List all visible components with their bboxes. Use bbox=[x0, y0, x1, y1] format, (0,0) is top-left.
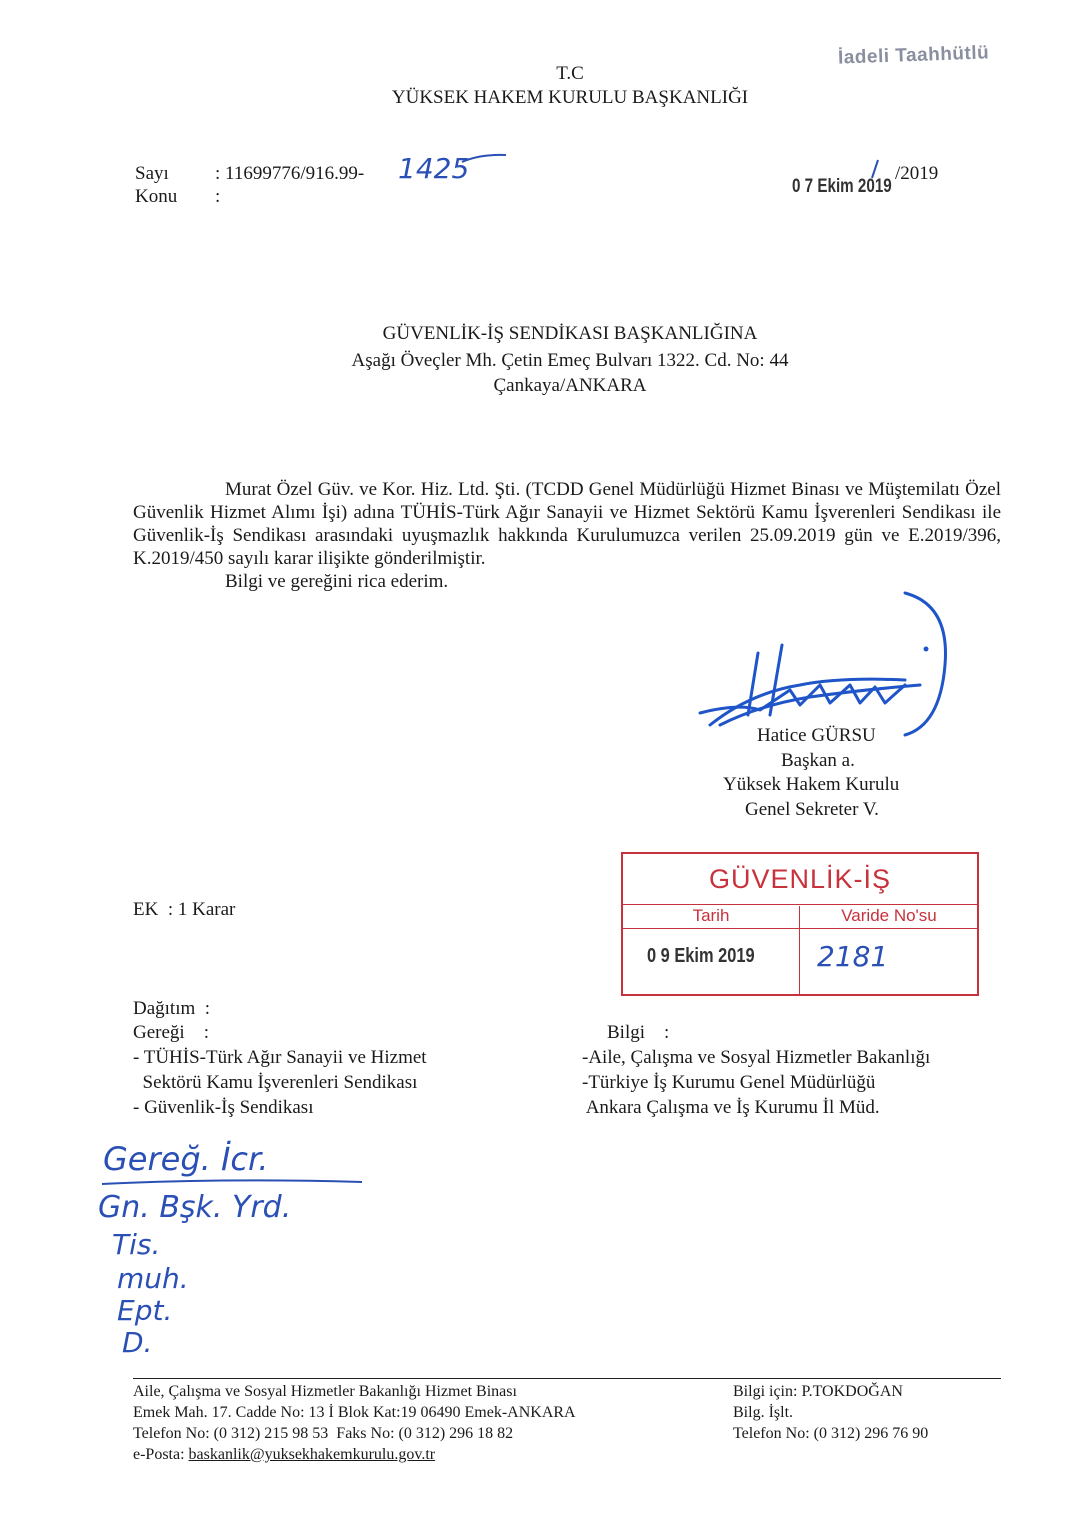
sayi-handwritten-number: 1425 bbox=[398, 152, 470, 185]
received-stamp-date: 0 9 Ekim 2019 bbox=[647, 945, 755, 967]
addressee-city: Çankaya/ANKARA bbox=[493, 375, 647, 396]
bilgi-item-1: -Aile, Çalışma ve Sosyal Hizmetler Bakanlığı bbox=[582, 1047, 931, 1068]
attachment-line: EK : 1 Karar bbox=[133, 899, 236, 920]
signer-title-1: Başkan a. bbox=[781, 750, 855, 771]
received-stamp-number: 2181 bbox=[817, 940, 889, 973]
handwritten-stroke bbox=[460, 152, 510, 166]
date-year: /2019 bbox=[895, 163, 939, 184]
handwritten-note-5: Ept. bbox=[117, 1294, 173, 1327]
footer-contact-phone: Telefon No: (0 312) 296 76 90 bbox=[733, 1425, 929, 1442]
body-paragraph-1: Murat Özel Güv. ve Kor. Hiz. Ltd. Şti. (TCDD Genel Müdürlüğü Hizmet Binası ve Müştemilatı Özel Güvenlik Hizmet Alımı İşi) adına TÜHİS-Türk Ağır Sanayii ve Hizmet Sektörü Kamu İşverenleri Sendikası ile Güvenlik-İş Sendikası arasındaki uyuşmazlık hakkında Kurulumuzca verilen 25.09.2019 gün ve E.2019/396, K.2019/450 sayılı karar ilişikte gönderilmiştir. bbox=[133, 479, 1001, 569]
gerei-item-2: Sektörü Kamu İşverenleri Sendikası bbox=[133, 1072, 418, 1093]
handwritten-underline bbox=[98, 1176, 368, 1188]
footer-address-2: Emek Mah. 17. Cadde No: 13 İ Blok Kat:19 06490 Emek-ANKARA bbox=[133, 1404, 576, 1421]
distribution-title: Dağıtım : bbox=[133, 998, 211, 1019]
footer-divider bbox=[133, 1378, 1001, 1379]
registered-mail-stamp: İadeli Taahhütlü bbox=[837, 42, 990, 69]
addressee-name: GÜVENLİK-İŞ SENDİKASI BAŞKANLIĞINA bbox=[382, 323, 758, 344]
bilgi-item-3: Ankara Çalışma ve İş Kurumu İl Müd. bbox=[582, 1097, 880, 1118]
received-stamp-org: GÜVENLİK-İŞ bbox=[708, 864, 892, 894]
footer-email-link[interactable]: baskanlik@yuksekhakemkurulu.gov.tr bbox=[188, 1446, 436, 1463]
handwritten-note-2: Gn. Bşk. Yrd. bbox=[98, 1190, 292, 1225]
footer-contact-person: Bilgi için: P.TOKDOĞAN bbox=[733, 1383, 903, 1400]
footer-address-1: Aile, Çalışma ve Sosyal Hizmetler Bakanlığı Hizmet Binası bbox=[133, 1383, 517, 1400]
handwritten-note-1: Gereğ. İcr. bbox=[103, 1140, 269, 1178]
header-tc: T.C bbox=[556, 63, 584, 84]
konu-label: Konu bbox=[135, 186, 178, 207]
handwritten-note-4: muh. bbox=[117, 1262, 189, 1295]
signer-name: Hatice GÜRSU bbox=[757, 725, 876, 746]
sayi-label: Sayı bbox=[135, 163, 169, 184]
received-stamp-number-header: Varide No'su bbox=[841, 906, 937, 925]
gerei-item-1: - TÜHİS-Türk Ağır Sanayii ve Hizmet bbox=[133, 1047, 427, 1068]
body-paragraph-2: Bilgi ve gereğini rica ederim. bbox=[225, 571, 449, 592]
konu-value: : bbox=[215, 186, 221, 207]
footer-phone: Telefon No: (0 312) 215 98 53 Faks No: (0 312) 296 18 82 bbox=[133, 1425, 514, 1442]
date-stamp: 0 7 Ekim 2019 bbox=[792, 176, 892, 197]
gerei-item-3: - Güvenlik-İş Sendikası bbox=[133, 1097, 314, 1118]
signature-scribble bbox=[690, 585, 965, 740]
handwritten-note-6: D. bbox=[122, 1326, 153, 1359]
body-text bbox=[133, 478, 1001, 593]
footer-email-label: e-Posta: bbox=[133, 1446, 185, 1463]
signer-title-3: Genel Sekreter V. bbox=[745, 799, 879, 820]
sayi-value: : 11699776/916.99- bbox=[215, 163, 365, 184]
bilgi-label: Bilgi : bbox=[607, 1022, 670, 1043]
footer-contact-role: Bilg. İşlt. bbox=[733, 1404, 794, 1421]
header-institution: YÜKSEK HAKEM KURULU BAŞKANLIĞI bbox=[391, 87, 749, 108]
gerei-label: Gereği : bbox=[133, 1022, 209, 1043]
addressee-street: Aşağı Öveçler Mh. Çetin Emeç Bulvarı 1322. Cd. No: 44 bbox=[351, 350, 789, 371]
received-stamp-date-header: Tarih bbox=[692, 906, 730, 925]
bilgi-item-2: -Türkiye İş Kurumu Genel Müdürlüğü bbox=[582, 1072, 876, 1093]
handwritten-date-mark bbox=[868, 158, 882, 180]
footer-email-row bbox=[133, 1445, 435, 1465]
handwritten-note-3: Tis. bbox=[112, 1228, 161, 1261]
signer-title-2: Yüksek Hakem Kurulu bbox=[723, 774, 900, 795]
received-stamp bbox=[621, 852, 979, 996]
